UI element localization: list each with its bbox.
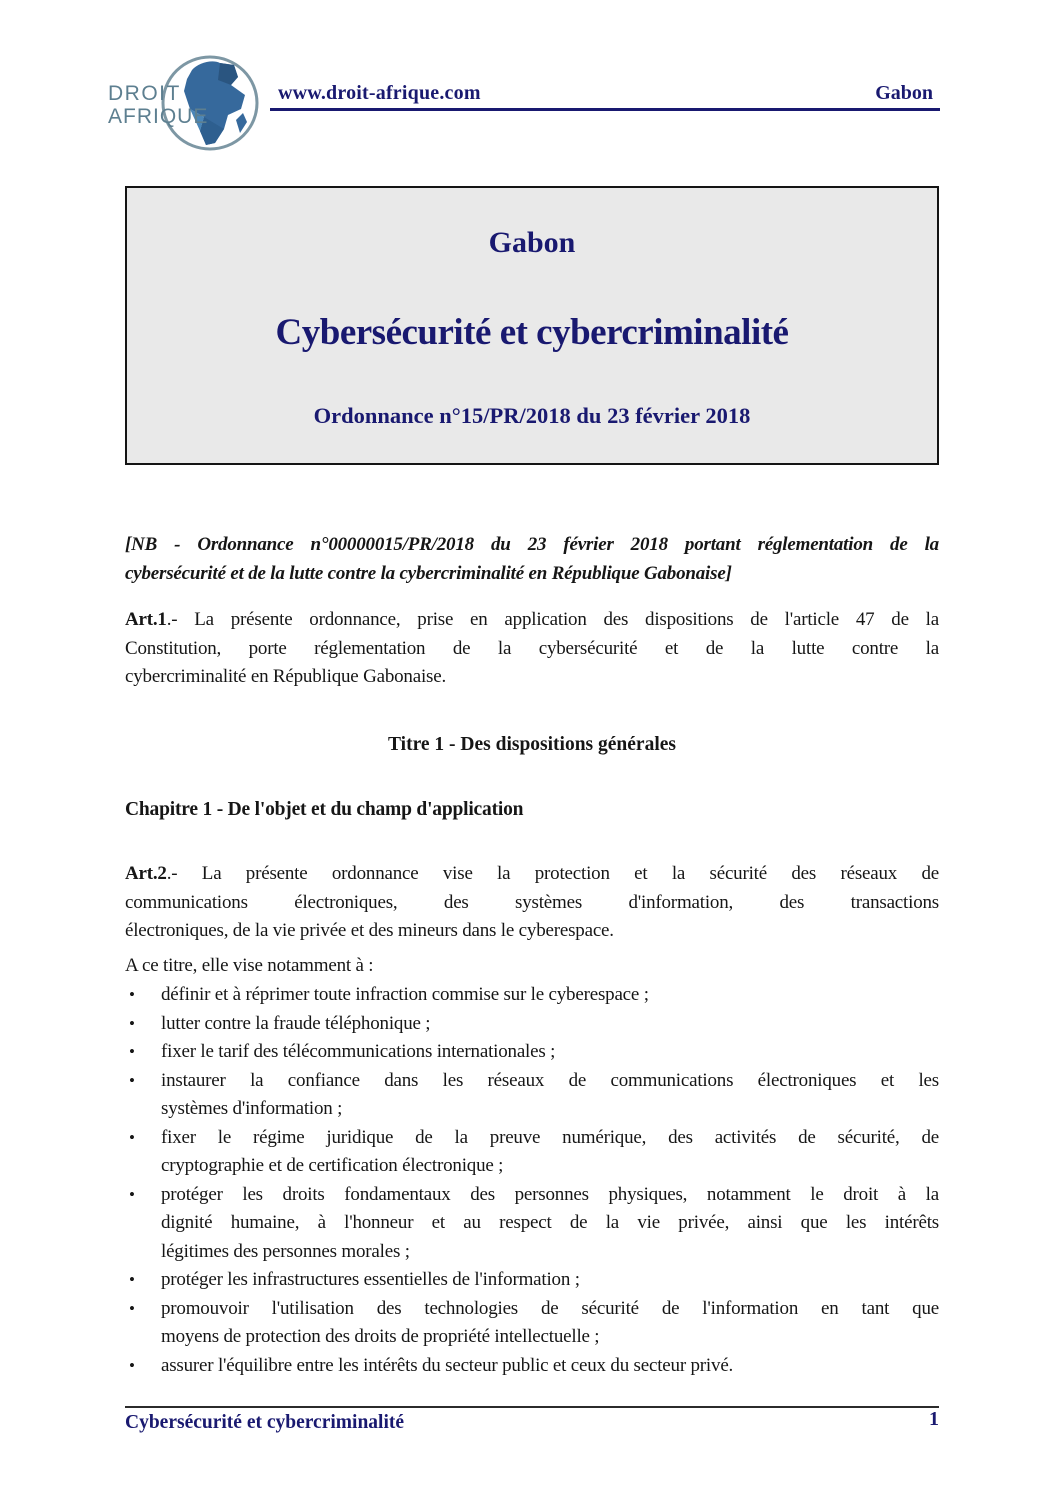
footer-title: Cybersécurité et cybercriminalité xyxy=(125,1412,405,1433)
bullet-text xyxy=(161,1124,939,1181)
bullet-icon: • xyxy=(129,1270,135,1289)
title-box-country: Gabon xyxy=(488,226,576,259)
title-box-subtitle: Ordonnance n°15/PR/2018 du 23 février 2018 xyxy=(313,403,751,428)
bullet-item xyxy=(125,1181,939,1267)
footer-rule xyxy=(125,1406,939,1408)
bullet-icon: • xyxy=(129,1298,135,1318)
text-line: protéger les infrastructures essentielles de l'information ; xyxy=(161,1269,580,1290)
text-line: systèmes d'information ; xyxy=(161,1098,343,1119)
intro-line xyxy=(125,952,939,981)
title-box-title: Cybersécurité et cybercriminalité xyxy=(275,312,789,353)
bullet-icon: • xyxy=(129,1355,135,1375)
bullet-item xyxy=(125,1010,939,1039)
bullet-item xyxy=(125,1266,939,1295)
text-line: promouvoir l'utilisation des technologies de sécurité de l'information en tant que xyxy=(161,1297,939,1319)
bullet-icon: • xyxy=(129,1127,135,1147)
text-line: légitimes des personnes morales ; xyxy=(161,1240,410,1262)
text-line: cryptographie et de certification électronique ; xyxy=(161,1155,504,1176)
bullet-icon: • xyxy=(129,1013,135,1033)
article-1-paragraph xyxy=(125,606,939,692)
text-line: assurer l'équilibre entre les intérêts du secteur public et ceux du secteur privé. xyxy=(161,1354,734,1376)
article-number: Art.1 xyxy=(125,609,167,630)
bullet-text xyxy=(161,1010,939,1039)
bullet-item xyxy=(125,1067,939,1124)
nb-note-paragraph xyxy=(125,531,939,588)
bullet-item xyxy=(125,1295,939,1352)
bullet-item xyxy=(125,1038,939,1067)
text-line: Art.2.- La présente ordonnance vise la protection et la sécurité des réseaux de xyxy=(125,863,939,884)
bullet-text xyxy=(161,1352,939,1381)
text-line: fixer le tarif des télécommunications internationales ; xyxy=(161,1041,556,1062)
bullet-list xyxy=(125,981,939,1380)
header-country-label: Gabon xyxy=(875,82,933,104)
bullet-text xyxy=(161,1181,939,1267)
text-line: communications électroniques, des systèmes d'information, des transactions xyxy=(125,891,939,913)
droit-afrique-logo xyxy=(106,50,262,164)
logo-text-afrique: AFRIQUE xyxy=(108,105,209,128)
text-line: cybersécurité et de la lutte contre la cybercriminalité en République Gabonaise] xyxy=(125,562,732,584)
bullet-item xyxy=(125,981,939,1010)
website-link[interactable]: www.droit-afrique.com xyxy=(278,82,481,104)
text-line: cybercriminalité en République Gabonaise. xyxy=(125,666,447,687)
text-line: Art.1.- La présente ordonnance, prise en application des dispositions de l'article 47 de la xyxy=(125,609,939,630)
text-line: A ce titre, elle vise notamment à : xyxy=(125,955,374,976)
text-line: instaurer la confiance dans les réseaux de communications électroniques et les xyxy=(161,1069,939,1091)
bullet-text xyxy=(161,1067,939,1124)
text-line: lutter contre la fraude téléphonique ; xyxy=(161,1012,431,1034)
bullet-item xyxy=(125,1352,939,1381)
logo-text-droit: DROIT xyxy=(108,82,181,105)
bullet-text xyxy=(161,1295,939,1352)
chapitre-heading: Chapitre 1 - De l'objet et du champ d'application xyxy=(125,799,524,820)
africa-map-icon xyxy=(184,61,247,145)
bullet-icon: • xyxy=(129,1042,135,1061)
title-box xyxy=(125,186,939,465)
bullet-item xyxy=(125,1124,939,1181)
bullet-text xyxy=(161,1038,939,1067)
text-line: [NB - Ordonnance n°00000015/PR/2018 du 23 février 2018 portant réglementation de la xyxy=(125,534,939,555)
titre-heading: Titre 1 - Des dispositions générales xyxy=(388,734,676,755)
bullet-text xyxy=(161,981,939,1010)
text-line: moyens de protection des droits de propriété intellectuelle ; xyxy=(161,1326,600,1347)
text-line: dignité humaine, à l'honneur et au respect de la vie privée, ainsi que les intérêts xyxy=(161,1212,939,1233)
bullet-text xyxy=(161,1266,939,1295)
text-line: électroniques, de la vie privée et des mineurs dans le cyberespace. xyxy=(125,920,614,941)
article-number: Art.2 xyxy=(125,863,167,884)
footer-page-number: 1 xyxy=(929,1408,939,1430)
bullet-icon: • xyxy=(129,985,135,1004)
text-line: fixer le régime juridique de la preuve numérique, des activités de sécurité, de xyxy=(161,1126,939,1148)
text-line: Constitution, porte réglementation de la cybersécurité et de la lutte contre la xyxy=(125,637,939,659)
text-line: protéger les droits fondamentaux des personnes physiques, notamment le droit à la xyxy=(161,1183,939,1205)
bullet-icon: • xyxy=(129,1070,135,1090)
text-line: définir et à réprimer toute infraction commise sur le cyberespace ; xyxy=(161,984,649,1005)
bullet-icon: • xyxy=(129,1184,135,1204)
header-rule xyxy=(270,108,940,111)
article-2-paragraph xyxy=(125,860,939,946)
